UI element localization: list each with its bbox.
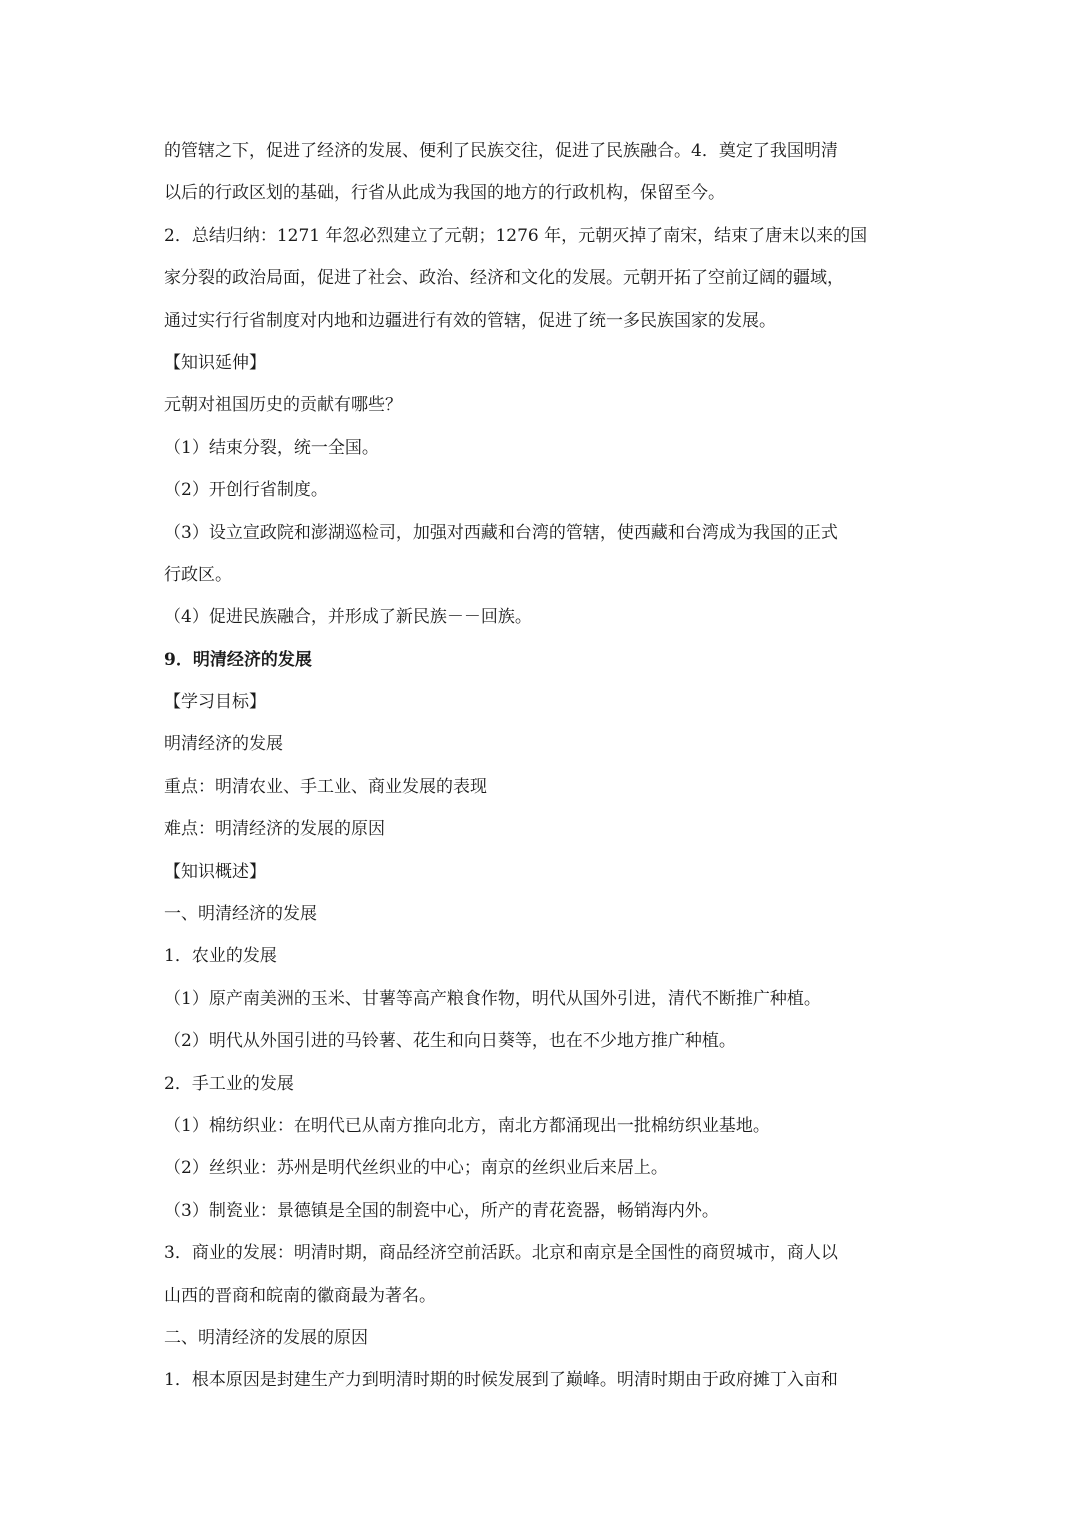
list-item: （1）结束分裂，统一全国。 bbox=[164, 437, 379, 458]
subsection-heading: 2．手工业的发展 bbox=[164, 1073, 294, 1094]
text-line: 通过实行行省制度对内地和边疆进行有效的管辖，促进了统一多民族国家的发展。 bbox=[164, 310, 776, 331]
list-item: （2）丝织业：苏州是明代丝织业的中心；南京的丝织业后来居上。 bbox=[164, 1158, 668, 1179]
text-line: 明清经济的发展 bbox=[164, 734, 283, 755]
list-item: （3）制瓷业：景德镇是全国的制瓷中心，所产的青花瓷器，畅销海内外。 bbox=[164, 1200, 719, 1221]
text-line: 以后的行政区划的基础，行省从此成为我国的地方的行政机构，保留至今。 bbox=[164, 183, 725, 204]
section-heading: 【知识延伸】 bbox=[164, 352, 266, 373]
text-line: 山西的晋商和皖南的徽商最为著名。 bbox=[164, 1285, 436, 1306]
subsection-heading: 一、明清经济的发展 bbox=[164, 904, 317, 925]
list-item: （3）设立宣政院和澎湖巡检司，加强对西藏和台湾的管辖，使西藏和台湾成为我国的正式 bbox=[164, 522, 838, 543]
list-item: （1）原产南美洲的玉米、甘薯等高产粮食作物，明代从国外引进，清代不断推广种植。 bbox=[164, 988, 821, 1009]
question-text: 元朝对祖国历史的贡献有哪些？ bbox=[164, 395, 402, 416]
section-heading: 【学习目标】 bbox=[164, 692, 266, 713]
text-line: 3．商业的发展：明清时期，商品经济空前活跃。北京和南京是全国性的商贸城市，商人以 bbox=[164, 1243, 838, 1264]
list-item: （2）开创行省制度。 bbox=[164, 480, 328, 501]
list-item-continuation: 行政区。 bbox=[164, 564, 232, 585]
text-line: 家分裂的政治局面，促进了社会、政治、经济和文化的发展。元朝开拓了空前辽阔的疆域， bbox=[164, 268, 844, 289]
text-line: 难点：明清经济的发展的原因 bbox=[164, 819, 385, 840]
chapter-title: 9．明清经济的发展 bbox=[164, 649, 312, 670]
text-line: 的管辖之下，促进了经济的发展、便利了民族交往，促进了民族融合。4．奠定了我国明清 bbox=[164, 141, 838, 161]
text-line: 重点：明清农业、手工业、商业发展的表现 bbox=[164, 776, 487, 797]
list-item: （4）促进民族融合，并形成了新民族－－回族。 bbox=[164, 607, 532, 628]
section-heading: 【知识概述】 bbox=[164, 861, 266, 882]
text-line: 1．根本原因是封建生产力到明清时期的时候发展到了巅峰。明清时期由于政府摊丁入亩和 bbox=[164, 1370, 838, 1391]
list-item: （2）明代从外国引进的马铃薯、花生和向日葵等，也在不少地方推广种植。 bbox=[164, 1031, 736, 1052]
list-item: （1）棉纺织业：在明代已从南方推向北方，南北方都涌现出一批棉纺织业基地。 bbox=[164, 1115, 770, 1136]
subsection-heading: 1．农业的发展 bbox=[164, 946, 277, 967]
document-page bbox=[164, 130, 924, 1402]
text-line: 2．总结归纳：1271 年忽必烈建立了元朝；1276 年，元朝灭掉了南宋，结束了唐末以来的国 bbox=[164, 225, 868, 246]
subsection-heading: 二、明清经济的发展的原因 bbox=[164, 1327, 368, 1348]
